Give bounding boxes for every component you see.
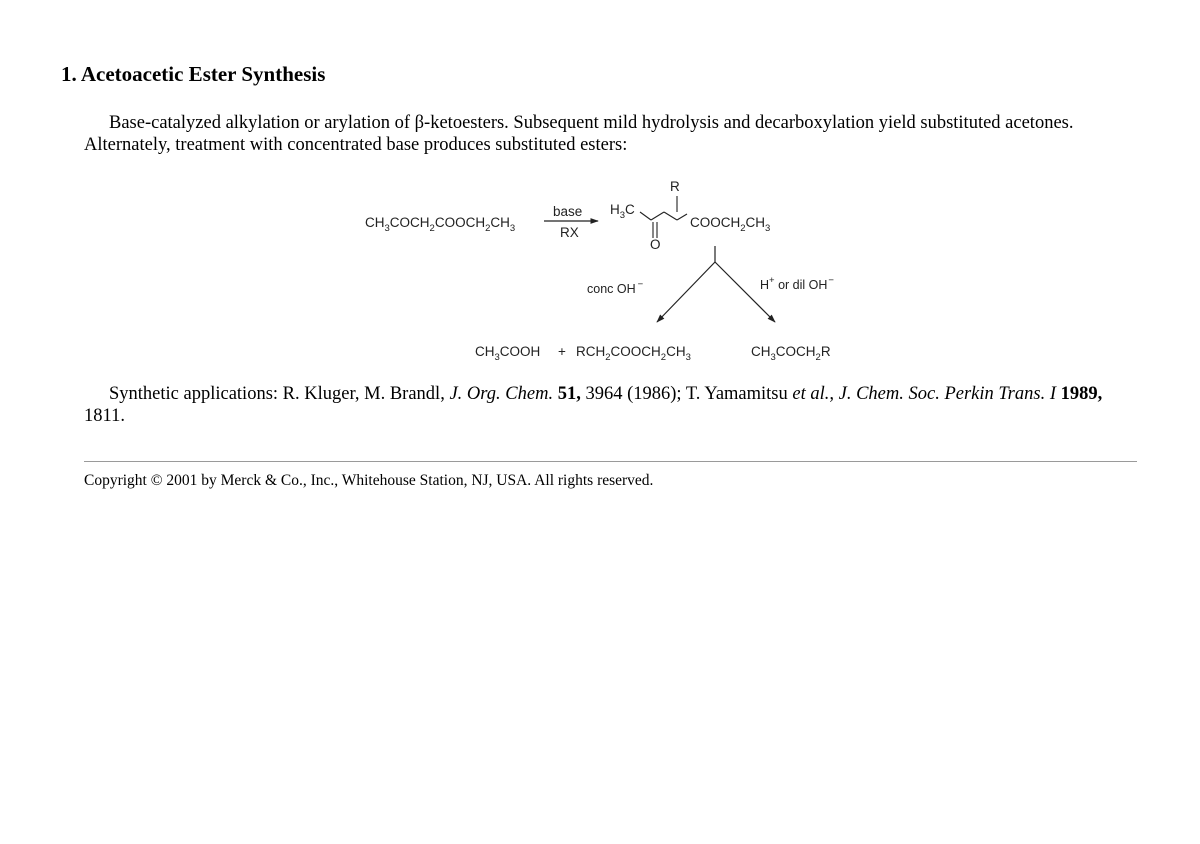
- reagent-base: base: [553, 204, 583, 219]
- product-substituted-ester: $RCH_2COOCH_2CH_3$: [576, 344, 691, 363]
- intermediate-ester: $COOCH_2CH_3$: [690, 215, 771, 234]
- product-substituted-acetone: $CH_3COCH_2R$: [751, 344, 831, 363]
- ref1-journal: J. Org. Chem.: [449, 384, 554, 404]
- product-plus-sign: +: [558, 344, 566, 359]
- intermediate-substituent-r: R: [670, 179, 680, 194]
- ref2-year: 1989,: [1060, 384, 1103, 404]
- reactant-formula: $CH_3COCH_2COOCH_2CH_3$: [365, 215, 516, 234]
- ref1-authors: R. Kluger, M. Brandl,: [282, 384, 450, 404]
- ref1-volume: 51,: [557, 384, 581, 404]
- ref2-journal: et al., J. Chem. Soc. Perkin Trans. I: [792, 384, 1056, 404]
- ref1-pages: 3964 (1986); T. Yamamitsu: [580, 384, 793, 404]
- copyright-notice: Copyright © 2001 by Merck & Co., Inc., Whitehouse Station, NJ, USA. All rights reserved.: [84, 472, 654, 489]
- article-number: 1.: [61, 62, 77, 86]
- horizontal-divider: [84, 461, 1137, 462]
- intermediate-methyl: $H_3C$: [610, 202, 635, 221]
- intermediate-oxygen: O: [650, 237, 661, 252]
- references-paragraph: [84, 383, 1114, 427]
- intermediate-skeleton-bonds: [640, 196, 687, 238]
- product-acetic-acid: $CH_3COOH$: [475, 344, 541, 363]
- reagent-rx: RX: [560, 225, 579, 240]
- condition-acid-or-dilute-base: H+ or dil OH−: [760, 275, 834, 292]
- article-title-text: Acetoacetic Ester Synthesis: [80, 62, 326, 86]
- intro-paragraph: Base-catalyzed alkylation or arylation of β-ketoesters. Subsequent mild hydrolysis and decarboxylation yield substituted acetones. Alternately, treatment with concentrated base produces substituted esters:: [84, 113, 1074, 155]
- condition-conc-base: conc OH −: [587, 279, 644, 296]
- references-label: Synthetic applications:: [109, 384, 283, 404]
- branch-arrows: [657, 246, 775, 322]
- ref2-pages: 1811.: [84, 406, 125, 426]
